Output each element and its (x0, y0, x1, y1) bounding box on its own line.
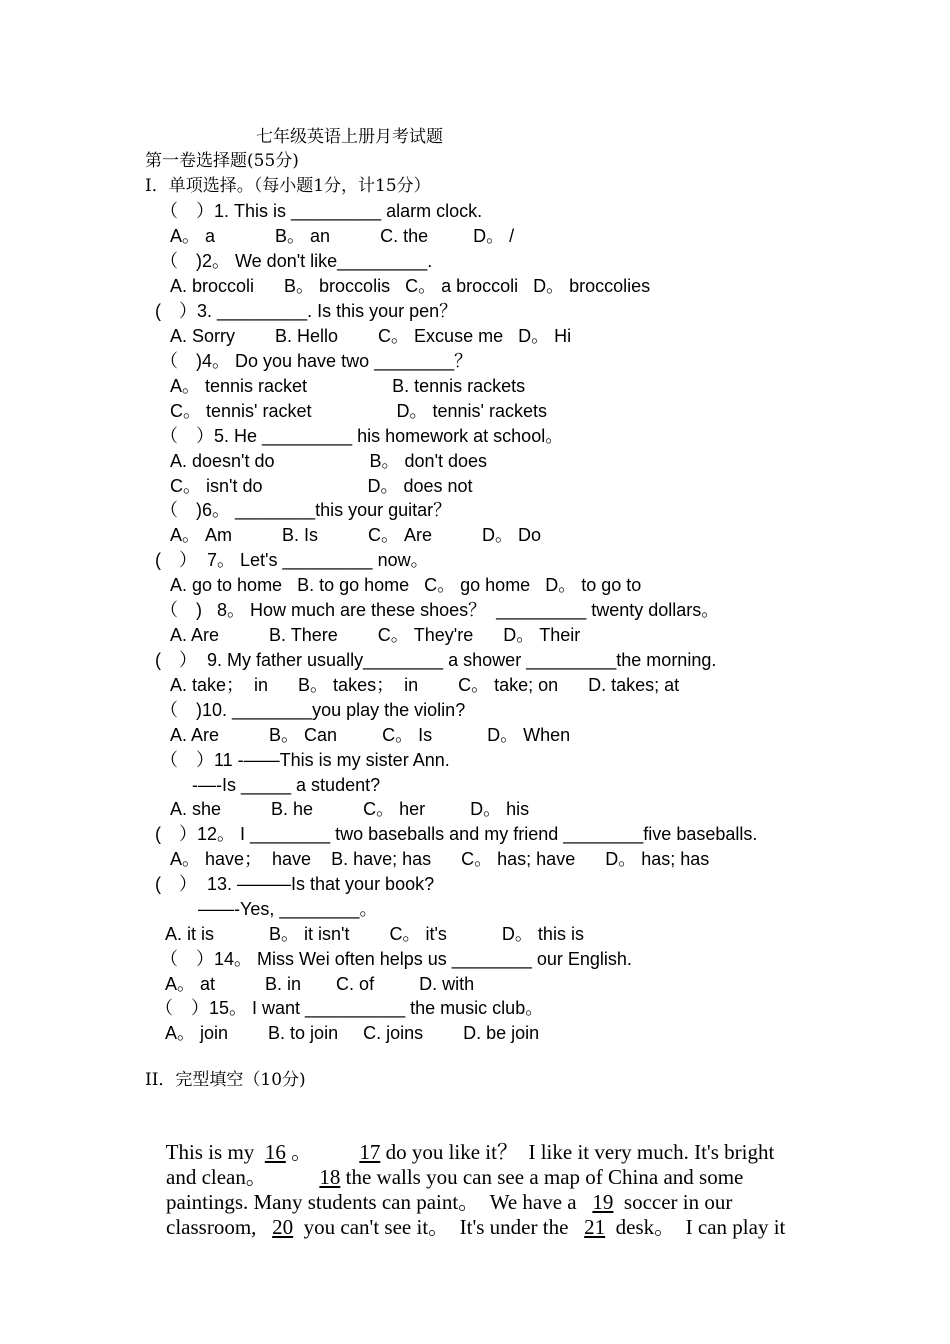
cloze-text: desk。 I can play it (605, 1215, 786, 1239)
cloze-text: classroom, (166, 1215, 273, 1239)
question-line: ( ） 13. ———Is that your book? (155, 874, 435, 894)
question-line: （ ）14。 Miss Wei often helps us ________ our English. (160, 949, 632, 969)
option-line: A。 Am B. Is C。 Are D。 Do (170, 525, 542, 545)
question-subline: ——-Yes, ________。 (198, 899, 378, 919)
option-line: A。 a B。 an C. the D。 / (170, 226, 515, 246)
cloze-text: you can't see it。 It's under the (293, 1215, 585, 1239)
question-line: （ )6。 ________this your guitar？ (160, 500, 452, 520)
question-line: （ ）15。 I want __________ the music club。 (155, 998, 544, 1018)
option-line: A. Are B。 Can C。 Is D。 When (170, 725, 571, 745)
cloze-text: and clean。 (166, 1165, 320, 1189)
option-line: A. go to home B. to go home C。 go home D。 to go to (170, 575, 642, 595)
option-line: A. it is B。 it isn't C。 it's D。 this is (165, 924, 584, 944)
cloze-text: paintings. Many students can paint。 We have a (166, 1190, 593, 1214)
cloze-blank: 21 (584, 1215, 606, 1239)
question-line: （ ）1. This is _________ alarm clock. (160, 201, 483, 221)
question-line: （ ）5. He _________ his homework at school。 (160, 426, 564, 446)
part1-heading: I．单项选择。（每小题1分，计15分） (145, 176, 431, 196)
question-line: ( ） 7。 Let's _________ now。 (155, 550, 429, 570)
option-line: A. Are B. There C。 They're D。 Their (170, 625, 581, 645)
option-line: A. Sorry B. Hello C。 Excuse me D。 Hi (170, 326, 572, 346)
cloze-text: soccer in our (613, 1190, 733, 1214)
question-line: （ )4。 Do you have two ________？ (160, 351, 473, 371)
option-line: A。 at B. in C. of D. with (165, 974, 475, 994)
cloze-text: the walls you can see a map of China and some (340, 1165, 744, 1189)
cloze-text: do you like it？ I like it very much. It's bright (380, 1140, 775, 1164)
option-line: A。 join B. to join C. joins D. be join (165, 1023, 540, 1043)
page-title: 七年级英语上册月考试题 (256, 127, 443, 147)
option-line: C。 isn't do D。 does not (170, 476, 473, 496)
option-line: A. broccoli B。 broccolis C。 a broccoli D。 broccolies (170, 276, 651, 296)
cloze-text: 。 (285, 1140, 360, 1164)
question-line: （ ）11 -——This is my sister Ann. (160, 750, 450, 770)
cloze-blank: 19 (592, 1190, 614, 1214)
part2-heading: II．完型填空（10分) (145, 1070, 306, 1090)
cloze-blank: 18 (319, 1165, 341, 1189)
option-line: A. she B. he C。 her D。 his (170, 799, 530, 819)
cloze-blank: 17 (359, 1140, 381, 1164)
option-line: A。 have； have B. have; has C。 has; have D。 has; has (170, 849, 710, 869)
cloze-text: This is my (165, 1140, 265, 1164)
question-line: （ )2。 We don't like_________. (160, 251, 433, 271)
option-line: C。 tennis' racket D。 tennis' rackets (170, 401, 547, 421)
section-heading: 第一卷选择题(55分) (145, 151, 299, 171)
cloze-blank: 20 (272, 1215, 294, 1239)
question-line: ( ） 9. My father usually________ a shower _________the morning. (155, 650, 717, 670)
question-line: ( ）3. _________. Is this your pen？ (155, 301, 458, 321)
option-line: A。 tennis racket B. tennis rackets (170, 376, 526, 396)
question-line: （ )10. ________you play the violin? (160, 700, 466, 720)
cloze-line (145, 1190, 785, 1265)
question-line: ( ）12。 I ________ two baseballs and my friend ________five baseballs. (155, 824, 758, 844)
option-line: A. take； in B。 takes； in C。 take; on D. takes; at (170, 675, 680, 695)
cloze-blank: 16 (264, 1140, 286, 1164)
question-subline: -—-Is _____ a student? (192, 775, 381, 795)
option-line: A. doesn't do B。 don't does (170, 451, 488, 471)
question-line: （ ) 8。 How much are these shoes？ _________ twenty dollars。 (160, 600, 720, 620)
